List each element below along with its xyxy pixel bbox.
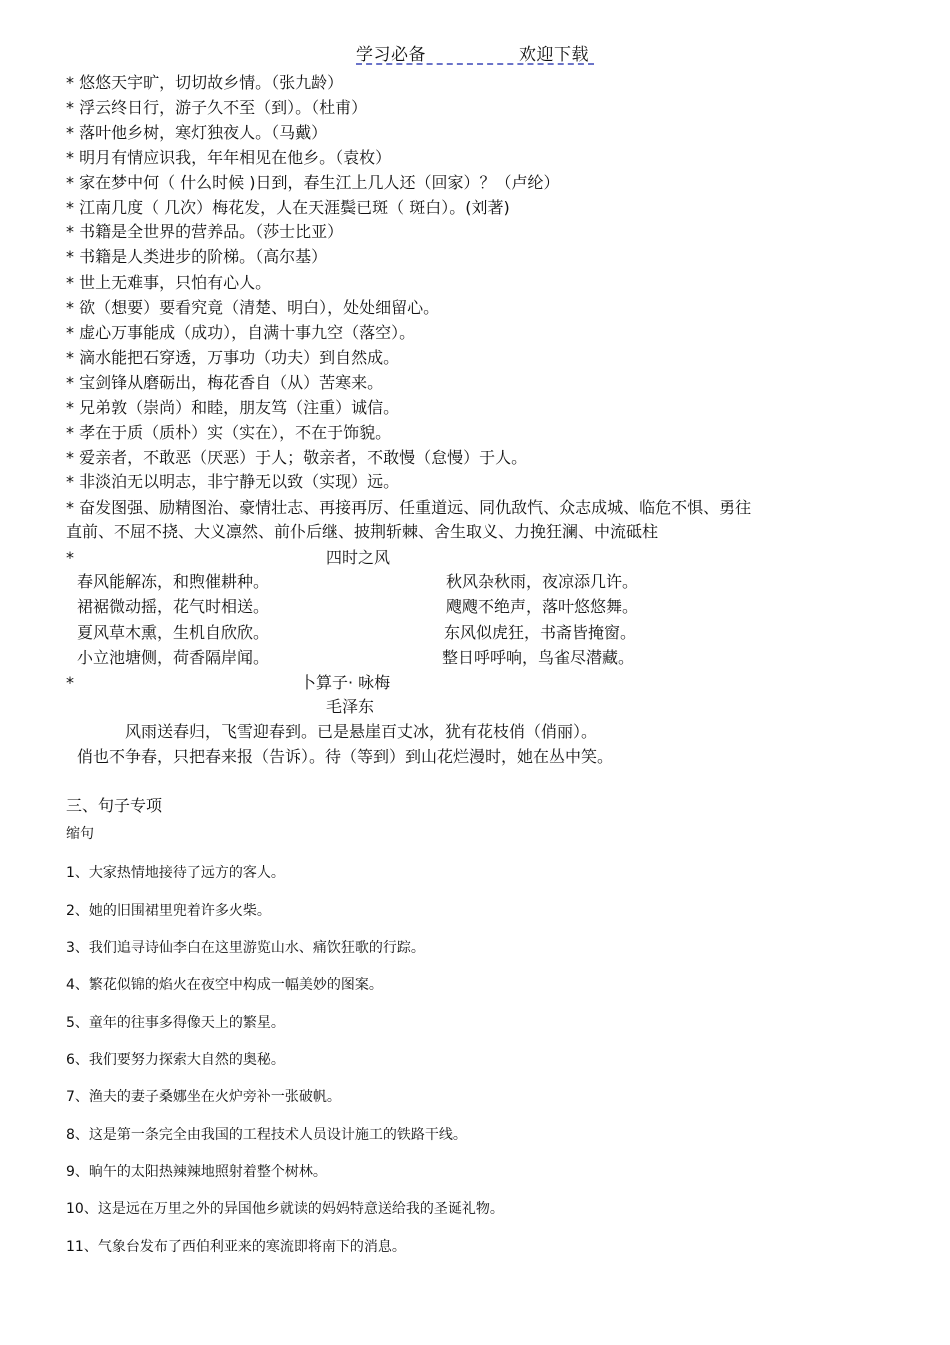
poem-line: 风雨送春归，飞雪迎春到。已是悬崖百丈冰，犹有花枝俏（俏丽）。 (125, 722, 598, 741)
header-right-text: 欢迎下载 (519, 45, 589, 65)
poem-line: 整日呼呼响，鸟雀尽潜藏。 (442, 648, 635, 667)
quote-line: * 落叶他乡树，寒灯独夜人。（马戴） (66, 123, 328, 142)
quote-line: * 书籍是人类进步的阶梯。（高尔基） (66, 247, 328, 266)
poem-line: 小立池塘侧，荷香隔岸闻。 (77, 648, 270, 667)
sentence-item: 6、我们要努力探索大自然的奥秘。 (66, 1052, 285, 1068)
poem-line: 飕飕不绝声，落叶悠悠舞。 (446, 597, 639, 616)
sentence-item: 2、她的旧围裙里兜着许多火柴。 (66, 903, 271, 919)
sentence-item: 7、渔夫的妻子桑娜坐在火炉旁补一张破帆。 (66, 1089, 341, 1105)
poem-author: 毛泽东 (326, 697, 375, 716)
quote-line: * 浮云终日行，游子久不至（到）。（杜甫） (66, 98, 368, 117)
quote-line: * 爱亲者，不敢恶（厌恶）于人；敬亲者，不敢慢（怠慢）于人。 (66, 448, 528, 467)
poem-line: 俏也不争春，只把春来报（告诉）。待（等到）到山花烂漫时，她在丛中笑。 (77, 747, 614, 766)
poem-line: 夏风草木熏，生机自欣欣。 (77, 623, 270, 642)
quote-line: * 孝在于质（质朴）实（实在），不在于饰貌。 (66, 423, 392, 442)
poem-star: * (66, 673, 74, 692)
quote-line: * 家在梦中何（ 什么时候 )日到，春生江上几人还（回家）？（卢纶） (66, 173, 560, 192)
sentence-item: 8、这是第一条完全由我国的工程技术人员设计施工的铁路干线。 (66, 1127, 467, 1143)
poem-line: 秋风杂秋雨，夜凉添几许。 (446, 572, 639, 591)
quote-line: * 明月有情应识我，年年相见在他乡。（袁枚） (66, 148, 392, 167)
quote-line: * 非淡泊无以明志，非宁静无以致（实现）远。 (66, 472, 400, 491)
poem-title: 卜算子· 咏梅 (300, 673, 391, 692)
poem-title: 四时之风 (326, 548, 391, 567)
sentence-item: 1、大家热情地接待了远方的客人。 (66, 865, 285, 881)
quote-line: * 世上无难事，只怕有心人。 (66, 273, 272, 292)
section-subtitle: 缩句 (66, 826, 94, 842)
quote-line: 直前、不屈不挠、大义凛然、前仆后继、披荆斩棘、舍生取义、力挽狂澜、中流砥柱 (66, 522, 659, 541)
quote-line: * 奋发图强、励精图治、豪情壮志、再接再厉、任重道远、同仇敌忾、众志成城、临危不惧、勇往 (66, 498, 752, 517)
header-underline (356, 63, 594, 65)
quote-line: * 虚心万事能成（成功），自满十事九空（落空）。 (66, 323, 416, 342)
quote-line: * 悠悠天宇旷，切切故乡情。（张九龄） (66, 73, 344, 92)
sentence-item: 9、晌午的太阳热辣辣地照射着整个树林。 (66, 1164, 327, 1180)
sentence-item: 4、繁花似锦的焰火在夜空中构成一幅美妙的图案。 (66, 977, 383, 993)
quote-line: * 兄弟敦（崇尚）和睦，朋友笃（注重）诚信。 (66, 398, 400, 417)
poem-line: 东风似虎狂，书斋皆掩窗。 (444, 623, 637, 642)
poem-star: * (66, 548, 74, 567)
section-title: 三、句子专项 (66, 796, 163, 815)
sentence-item: 10、这是远在万里之外的异国他乡就读的妈妈特意送给我的圣诞礼物。 (66, 1201, 504, 1217)
quote-line: * 江南几度（ 几次）梅花发，人在天涯鬓已斑（ 斑白）。(刘著) (66, 198, 510, 217)
quote-line: * 欲（想要）要看究竟（清楚、明白），处处细留心。 (66, 298, 440, 317)
sentence-item: 3、我们追寻诗仙李白在这里游览山水、痛饮狂歌的行踪。 (66, 940, 425, 956)
poem-line: 裙裾微动摇，花气时相送。 (77, 597, 270, 616)
quote-line: * 宝剑锋从磨砺出，梅花香自（从）苦寒来。 (66, 373, 384, 392)
page-header (356, 40, 589, 65)
poem-line: 春风能解冻，和煦催耕种。 (77, 572, 270, 591)
quote-line: * 滴水能把石穿透，万事功（功夫）到自然成。 (66, 348, 400, 367)
sentence-item: 5、童年的往事多得像天上的繁星。 (66, 1015, 285, 1031)
header-left-text: 学习必备 (356, 45, 426, 65)
quote-line: * 书籍是全世界的营养品。（莎士比亚） (66, 222, 344, 241)
sentence-item: 11、气象台发布了西伯利亚来的寒流即将南下的消息。 (66, 1239, 406, 1255)
